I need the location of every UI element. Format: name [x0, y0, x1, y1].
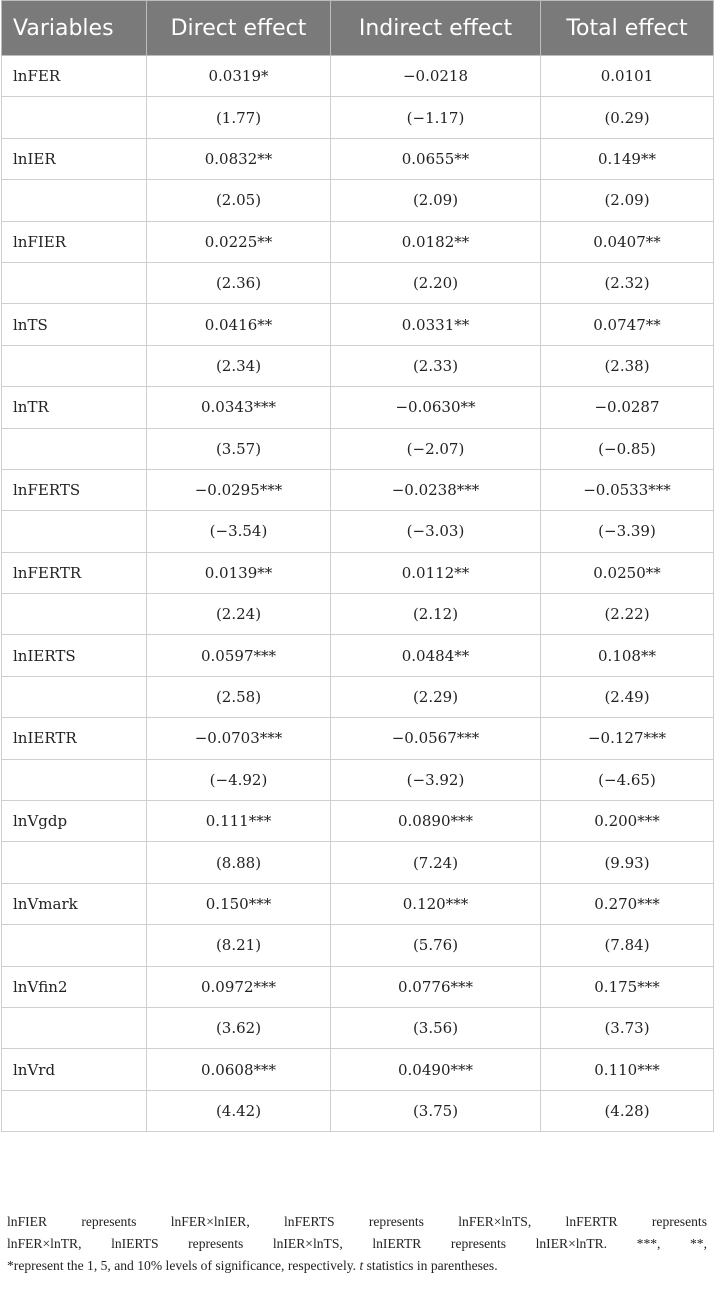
total-effect-cell: 0.0250**: [541, 552, 714, 593]
direct-tstat-cell: (1.77): [147, 97, 331, 138]
table-row-tstat: [2, 759, 714, 800]
indirect-effect-cell: 0.0331**: [331, 304, 541, 345]
variable-name-cell: lnIERTS: [2, 635, 147, 676]
empty-variable-cell: [2, 842, 147, 883]
table-row-coefficient: [2, 138, 714, 179]
table-row-coefficient: [2, 221, 714, 262]
total-effect-cell: 0.149**: [541, 138, 714, 179]
variable-name-cell: lnIERTR: [2, 718, 147, 759]
table-row-tstat: [2, 925, 714, 966]
direct-effect-cell: 0.0225**: [147, 221, 331, 262]
table-row-coefficient: [2, 801, 714, 842]
header-direct-effect: Direct effect: [147, 1, 331, 56]
empty-variable-cell: [2, 262, 147, 303]
indirect-tstat-cell: (3.75): [331, 1090, 541, 1131]
total-effect-cell: −0.0287: [541, 387, 714, 428]
total-tstat-cell: (2.38): [541, 345, 714, 386]
indirect-effect-cell: 0.0890***: [331, 801, 541, 842]
empty-variable-cell: [2, 676, 147, 717]
table-row-coefficient: [2, 1049, 714, 1090]
variable-name-cell: lnFERTR: [2, 552, 147, 593]
direct-tstat-cell: (8.21): [147, 925, 331, 966]
empty-variable-cell: [2, 759, 147, 800]
empty-variable-cell: [2, 97, 147, 138]
table-row-coefficient: [2, 883, 714, 924]
table-row-tstat: [2, 345, 714, 386]
footnote-line-3: [7, 1255, 707, 1277]
indirect-tstat-cell: (−3.92): [331, 759, 541, 800]
total-effect-cell: 0.110***: [541, 1049, 714, 1090]
indirect-effect-cell: 0.120***: [331, 883, 541, 924]
direct-tstat-cell: (−3.54): [147, 511, 331, 552]
header-variables: Variables: [2, 1, 147, 56]
direct-effect-cell: 0.111***: [147, 801, 331, 842]
direct-tstat-cell: (−4.92): [147, 759, 331, 800]
table-row-tstat: [2, 428, 714, 469]
footnote-significance: *represent the 1, 5, and 10% levels of significance, respectively.: [7, 1258, 357, 1273]
table-row-coefficient: [2, 469, 714, 510]
table-row-tstat: [2, 97, 714, 138]
footnote-line-1: lnFIER represents lnFER×lnIER, lnFERTS represents lnFER×lnTS, lnFERTR represents: [7, 1214, 707, 1229]
indirect-tstat-cell: (2.29): [331, 676, 541, 717]
total-tstat-cell: (−3.39): [541, 511, 714, 552]
table-row-coefficient: [2, 718, 714, 759]
variable-name-cell: lnIER: [2, 138, 147, 179]
total-tstat-cell: (4.28): [541, 1090, 714, 1131]
variable-name-cell: lnFER: [2, 56, 147, 97]
empty-variable-cell: [2, 1090, 147, 1131]
total-tstat-cell: (2.22): [541, 594, 714, 635]
total-effect-cell: −0.127***: [541, 718, 714, 759]
header-total-effect: Total effect: [541, 1, 714, 56]
direct-effect-cell: 0.0832**: [147, 138, 331, 179]
total-effect-cell: 0.108**: [541, 635, 714, 676]
direct-tstat-cell: (2.34): [147, 345, 331, 386]
indirect-tstat-cell: (−2.07): [331, 428, 541, 469]
indirect-tstat-cell: (2.33): [331, 345, 541, 386]
footnote-line-2: lnFER×lnTR, lnIERTS represents lnIER×lnTS, lnIERTR represents lnIER×lnTR. ***, **,: [7, 1236, 707, 1251]
total-tstat-cell: (0.29): [541, 97, 714, 138]
indirect-tstat-cell: (−3.03): [331, 511, 541, 552]
indirect-tstat-cell: (5.76): [331, 925, 541, 966]
table-row-coefficient: [2, 387, 714, 428]
header-indirect-effect: Indirect effect: [331, 1, 541, 56]
total-tstat-cell: (7.84): [541, 925, 714, 966]
direct-tstat-cell: (8.88): [147, 842, 331, 883]
variable-name-cell: lnTR: [2, 387, 147, 428]
direct-tstat-cell: (4.42): [147, 1090, 331, 1131]
direct-effect-cell: 0.0608***: [147, 1049, 331, 1090]
direct-effect-cell: 0.0343***: [147, 387, 331, 428]
total-tstat-cell: (2.32): [541, 262, 714, 303]
variable-name-cell: lnVgdp: [2, 801, 147, 842]
table-row-tstat: [2, 676, 714, 717]
total-effect-cell: −0.0533***: [541, 469, 714, 510]
indirect-effect-cell: −0.0218: [331, 56, 541, 97]
total-effect-cell: 0.0101: [541, 56, 714, 97]
direct-tstat-cell: (2.05): [147, 180, 331, 221]
direct-effect-cell: 0.0416**: [147, 304, 331, 345]
indirect-tstat-cell: (3.56): [331, 1007, 541, 1048]
empty-variable-cell: [2, 1007, 147, 1048]
total-effect-cell: 0.0407**: [541, 221, 714, 262]
variable-name-cell: lnVrd: [2, 1049, 147, 1090]
direct-effect-cell: 0.0597***: [147, 635, 331, 676]
indirect-tstat-cell: (2.20): [331, 262, 541, 303]
direct-effect-cell: 0.0139**: [147, 552, 331, 593]
direct-effect-cell: 0.150***: [147, 883, 331, 924]
indirect-tstat-cell: (2.12): [331, 594, 541, 635]
total-effect-cell: 0.175***: [541, 966, 714, 1007]
indirect-effect-cell: 0.0776***: [331, 966, 541, 1007]
footnote-parentheses: statistics in parentheses.: [366, 1258, 498, 1273]
total-effect-cell: 0.270***: [541, 883, 714, 924]
indirect-effect-cell: 0.0490***: [331, 1049, 541, 1090]
direct-tstat-cell: (2.36): [147, 262, 331, 303]
header-row: [2, 1, 714, 56]
variable-name-cell: lnTS: [2, 304, 147, 345]
total-tstat-cell: (−4.65): [541, 759, 714, 800]
direct-effect-cell: 0.0972***: [147, 966, 331, 1007]
indirect-effect-cell: 0.0182**: [331, 221, 541, 262]
variable-name-cell: lnVfin2: [2, 966, 147, 1007]
indirect-effect-cell: 0.0484**: [331, 635, 541, 676]
total-tstat-cell: (3.73): [541, 1007, 714, 1048]
total-tstat-cell: (2.49): [541, 676, 714, 717]
table-row-coefficient: [2, 635, 714, 676]
table-row-tstat: [2, 1090, 714, 1131]
indirect-tstat-cell: (−1.17): [331, 97, 541, 138]
indirect-effect-cell: 0.0112**: [331, 552, 541, 593]
indirect-effect-cell: −0.0630**: [331, 387, 541, 428]
table-row-tstat: [2, 594, 714, 635]
table-row-coefficient: [2, 304, 714, 345]
empty-variable-cell: [2, 925, 147, 966]
total-tstat-cell: (−0.85): [541, 428, 714, 469]
direct-effect-cell: 0.0319*: [147, 56, 331, 97]
direct-tstat-cell: (3.62): [147, 1007, 331, 1048]
table-row-tstat: [2, 1007, 714, 1048]
direct-effect-cell: −0.0703***: [147, 718, 331, 759]
variable-name-cell: lnFIER: [2, 221, 147, 262]
total-effect-cell: 0.200***: [541, 801, 714, 842]
total-tstat-cell: (9.93): [541, 842, 714, 883]
direct-effect-cell: −0.0295***: [147, 469, 331, 510]
direct-tstat-cell: (2.24): [147, 594, 331, 635]
variable-name-cell: lnVmark: [2, 883, 147, 924]
indirect-tstat-cell: (2.09): [331, 180, 541, 221]
regression-effects-table: [1, 0, 714, 1132]
indirect-effect-cell: −0.0238***: [331, 469, 541, 510]
variable-name-cell: lnFERTS: [2, 469, 147, 510]
table-row-tstat: [2, 262, 714, 303]
table-footnote: [7, 1211, 707, 1277]
empty-variable-cell: [2, 594, 147, 635]
direct-tstat-cell: (3.57): [147, 428, 331, 469]
empty-variable-cell: [2, 511, 147, 552]
table-row-tstat: [2, 511, 714, 552]
table-row-tstat: [2, 842, 714, 883]
empty-variable-cell: [2, 428, 147, 469]
table-row-coefficient: [2, 966, 714, 1007]
total-tstat-cell: (2.09): [541, 180, 714, 221]
direct-tstat-cell: (2.58): [147, 676, 331, 717]
table-body: [2, 56, 714, 1132]
indirect-tstat-cell: (7.24): [331, 842, 541, 883]
footnote-t-symbol: t: [359, 1258, 364, 1273]
empty-variable-cell: [2, 180, 147, 221]
table-header: [2, 1, 714, 56]
total-effect-cell: 0.0747**: [541, 304, 714, 345]
table-row-coefficient: [2, 552, 714, 593]
empty-variable-cell: [2, 345, 147, 386]
indirect-effect-cell: 0.0655**: [331, 138, 541, 179]
table-row-tstat: [2, 180, 714, 221]
indirect-effect-cell: −0.0567***: [331, 718, 541, 759]
table-row-coefficient: [2, 56, 714, 97]
